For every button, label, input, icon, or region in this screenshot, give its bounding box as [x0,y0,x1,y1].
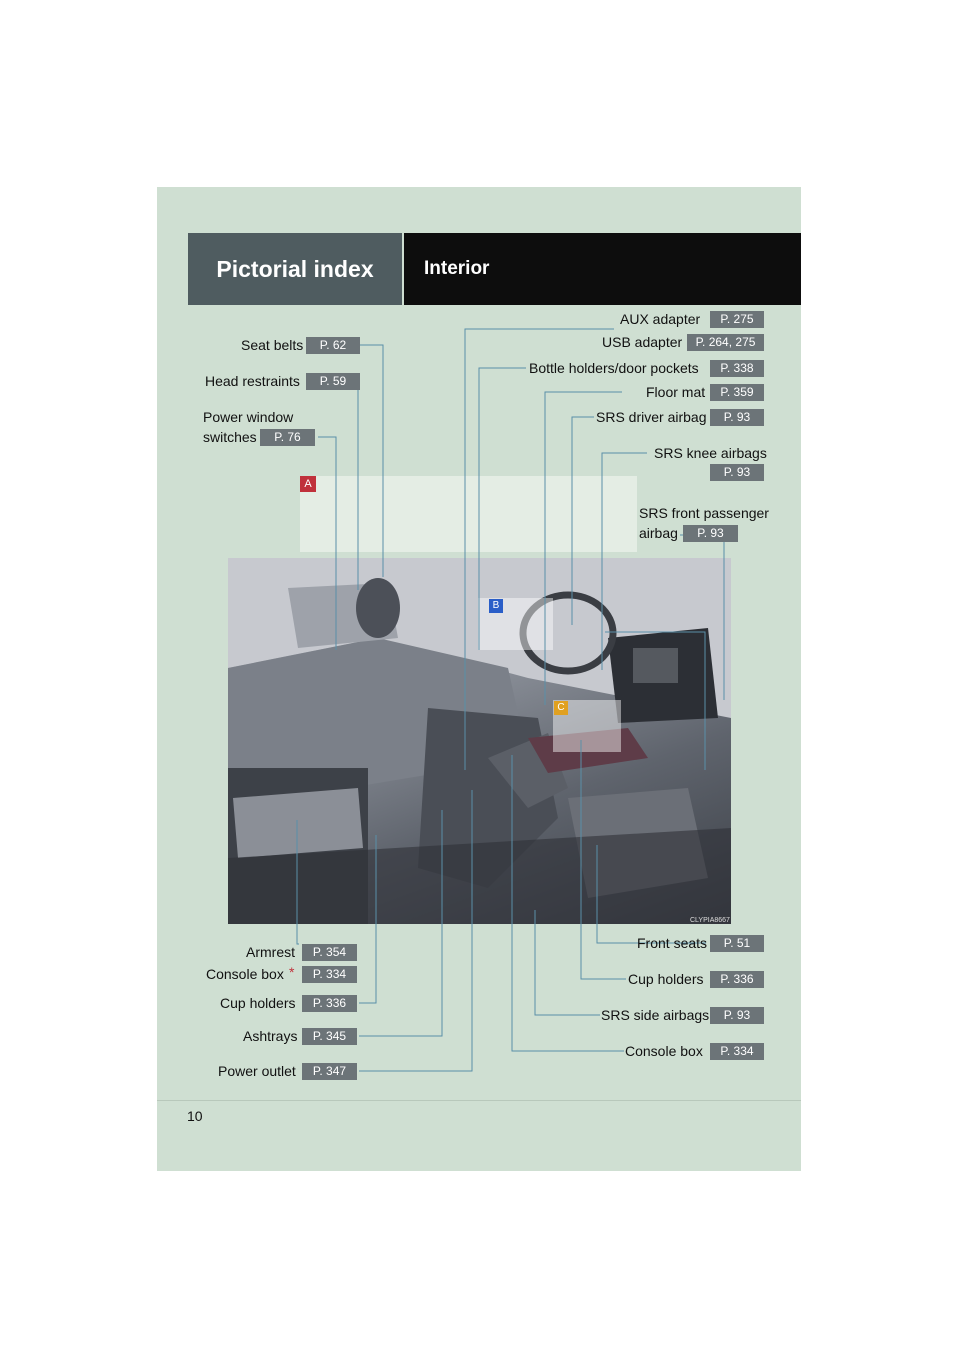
cup-holders-left-page[interactable]: P. 336 [302,995,357,1012]
armrest-page[interactable]: P. 354 [302,944,357,961]
power-outlet-page[interactable]: P. 347 [302,1063,357,1080]
srs-driver-airbag-page[interactable]: P. 93 [710,409,764,426]
srs-knee-airbags-page[interactable]: P. 93 [710,464,764,481]
power-window-label-2: switches [203,429,257,445]
power-outlet-label: Power outlet [218,1063,296,1079]
inset-label-a: A [300,476,316,492]
head-restraints-page[interactable]: P. 59 [306,373,360,390]
ashtrays-page[interactable]: P. 345 [302,1028,357,1045]
srs-knee-airbags-label: SRS knee airbags [654,445,767,461]
cup-holders-right-label: Cup holders [628,971,704,987]
cup-holders-right-page[interactable]: P. 336 [710,971,764,988]
console-box-right-page[interactable]: P. 334 [710,1043,764,1060]
aux-adapter-page[interactable]: P. 275 [710,311,764,328]
srs-front-passenger-page[interactable]: P. 93 [683,525,738,542]
floor-mat-page[interactable]: P. 359 [710,384,764,401]
page-number: 10 [187,1108,203,1124]
front-seats-label: Front seats [637,935,708,951]
bottle-holders-page[interactable]: P. 338 [710,360,764,377]
srs-driver-airbag-label: SRS driver airbag [596,409,707,425]
srs-front-passenger-label-2: airbag [639,525,678,541]
footer-divider [157,1100,801,1101]
console-box-left-label: Console box [206,966,284,982]
head-restraints-label: Head restraints [205,373,300,389]
bottle-holders-label: Bottle holders/door pockets [529,360,699,376]
ashtrays-label: Ashtrays [243,1028,298,1044]
marker-b: B [489,599,503,613]
cup-holders-left-label: Cup holders [220,995,296,1011]
seat-belts-page[interactable]: P. 62 [306,337,360,354]
console-box-right-label: Console box [625,1043,703,1059]
marker-c: C [554,701,568,715]
console-box-left-page[interactable]: P. 334 [302,966,357,983]
subsection-title: Interior [404,233,801,305]
photo-code: CLYPIA8667 [690,917,730,924]
seat-belts-label: Seat belts [241,337,304,353]
srs-front-passenger-label-1: SRS front passenger [639,505,769,521]
console-box-asterisk: * [289,964,295,980]
floor-mat-label: Floor mat [646,384,706,400]
usb-adapter-page[interactable]: P. 264, 275 [687,334,764,351]
usb-adapter-label: USB adapter [602,334,683,350]
srs-side-airbags-label: SRS side airbags [601,1007,710,1023]
front-seats-page[interactable]: P. 51 [710,935,764,952]
power-window-label-1: Power window [203,409,294,425]
armrest-label: Armrest [246,944,295,960]
aux-adapter-label: AUX adapter [620,311,701,327]
section-title: Pictorial index [188,233,402,305]
srs-side-airbags-page[interactable]: P. 93 [710,1007,764,1024]
power-window-page[interactable]: P. 76 [260,429,315,446]
